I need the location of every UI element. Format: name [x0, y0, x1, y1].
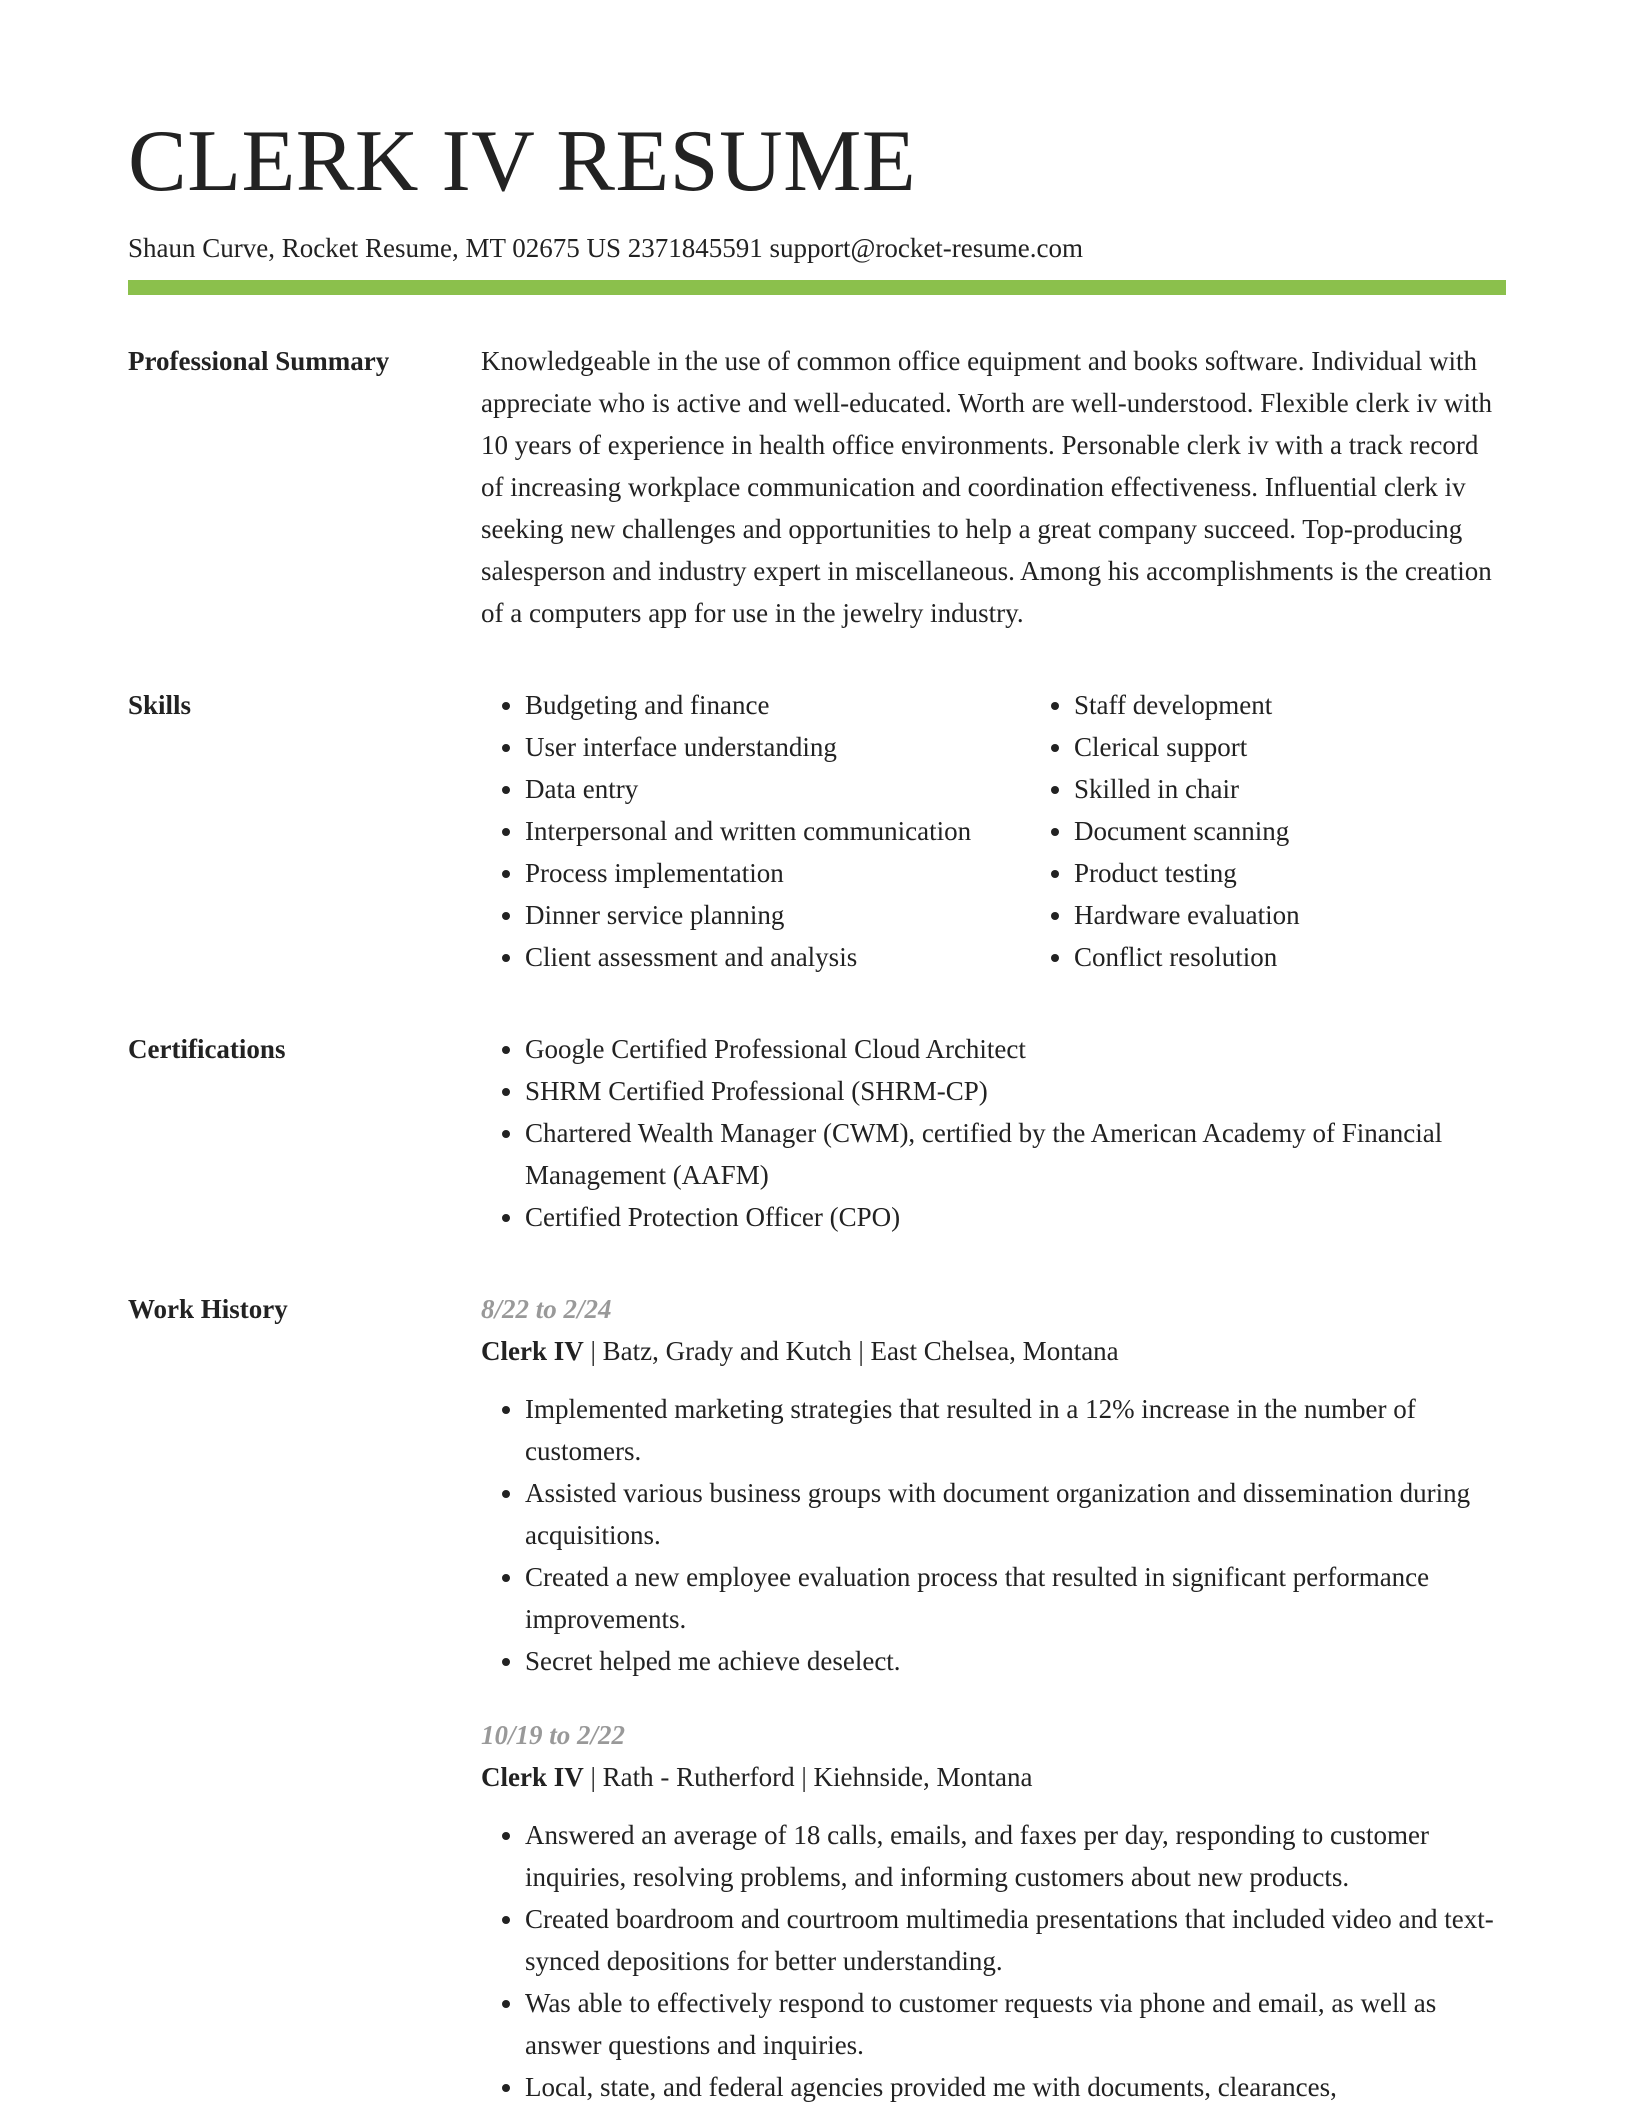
header-divider: [128, 280, 1506, 295]
certification-item: • Chartered Wealth Manager (CWM), certified by the American Academy of Financial Management (AAFM): [525, 1112, 1506, 1196]
job-entry: [481, 1714, 1506, 2108]
job-bullet: • Assisted various business groups with document organization and dissemination during acquisitions.: [525, 1472, 1506, 1556]
job-bullet: • Was able to effectively respond to customer requests via phone and email, as well as answer questions and inquiries.: [525, 1982, 1506, 2066]
skill-item: • User interface understanding: [525, 726, 1030, 768]
certifications-list: [481, 1028, 1506, 1238]
job-bullet: • Local, state, and federal agencies provided me with documents, clearances,: [525, 2066, 1506, 2108]
job-bullet: • Implemented marketing strategies that resulted in a 12% increase in the number of customers.: [525, 1388, 1506, 1472]
job-dates: 10/19 to 2/22: [481, 1720, 626, 1751]
skill-item: • Product testing: [1074, 852, 1506, 894]
skill-item: • Interpersonal and written communication: [525, 810, 1030, 852]
skill-item: • Clerical support: [1074, 726, 1506, 768]
job-bullet: • Secret helped me achieve deselect.: [525, 1640, 1506, 1682]
section-label-work-history: Work History: [128, 1294, 288, 1325]
resume-title: CLERK IV RESUME: [128, 113, 917, 210]
job-bullets: [481, 1814, 1506, 2108]
summary-text: Knowledgeable in the use of common office equipment and books software. Individual with appreciate who is active and well-educated. Worth are well-understood. Flexible clerk iv with 10 years of experience in health office environments. Personable clerk iv with a track record of increasing workplace communication and coordination effectiveness. Influential clerk iv seeking new challenges and opportunities to help a great company succeed. Top-producing salesperson and industry expert in miscellaneous. Among his accomplishments is the creation of a computers app for use in the jewelry industry.: [481, 346, 1492, 629]
skill-item: • Client assessment and analysis: [525, 936, 1030, 978]
work-history-section: [128, 1288, 1506, 2108]
skill-item: • Hardware evaluation: [1074, 894, 1506, 936]
certifications-section: [128, 1028, 1506, 1238]
skill-item: • Process implementation: [525, 852, 1030, 894]
certification-item: • Certified Protection Officer (CPO): [525, 1196, 1506, 1238]
section-label-skills: Skills: [128, 690, 192, 721]
job-bullet: • Created a new employee evaluation process that resulted in significant performance improvements.: [525, 1556, 1506, 1640]
skills-section: [128, 684, 1506, 978]
skill-item: • Conflict resolution: [1074, 936, 1506, 978]
skill-item: • Dinner service planning: [525, 894, 1030, 936]
job-details: | Batz, Grady and Kutch | East Chelsea, Montana: [583, 1336, 1119, 1367]
job-heading: [481, 1330, 1506, 1372]
summary-section: [128, 340, 1506, 634]
job-heading: [481, 1756, 1506, 1798]
skills-list-left: [481, 684, 1030, 978]
skill-item: • Skilled in chair: [1074, 768, 1506, 810]
contact-line: Shaun Curve, Rocket Resume, MT 02675 US 2371845591 support@rocket-resume.com: [128, 233, 1083, 263]
skill-item: • Staff development: [1074, 684, 1506, 726]
skill-item: • Data entry: [525, 768, 1030, 810]
job-entry: [481, 1288, 1506, 1682]
resume-page: [128, 113, 1506, 2108]
job-bullet: • Answered an average of 18 calls, emails, and faxes per day, responding to customer inquiries, resolving problems, and informing customers about new products.: [525, 1814, 1506, 1898]
job-details: | Rath - Rutherford | Kiehnside, Montana: [583, 1762, 1033, 1793]
section-label-summary: Professional Summary: [128, 346, 390, 377]
job-bullets: [481, 1388, 1506, 1682]
skills-list-right: [1030, 684, 1506, 978]
job-bullet: • Created boardroom and courtroom multimedia presentations that included video and text-synced depositions for better understanding.: [525, 1898, 1506, 1982]
skill-item: • Document scanning: [1074, 810, 1506, 852]
section-label-certifications: Certifications: [128, 1034, 286, 1065]
job-dates: 8/22 to 2/24: [481, 1294, 612, 1325]
skill-item: • Budgeting and finance: [525, 684, 1030, 726]
certification-item: • Google Certified Professional Cloud Architect: [525, 1028, 1506, 1070]
job-title: Clerk IV: [481, 1336, 584, 1367]
certification-item: • SHRM Certified Professional (SHRM-CP): [525, 1070, 1506, 1112]
job-title: Clerk IV: [481, 1762, 584, 1793]
